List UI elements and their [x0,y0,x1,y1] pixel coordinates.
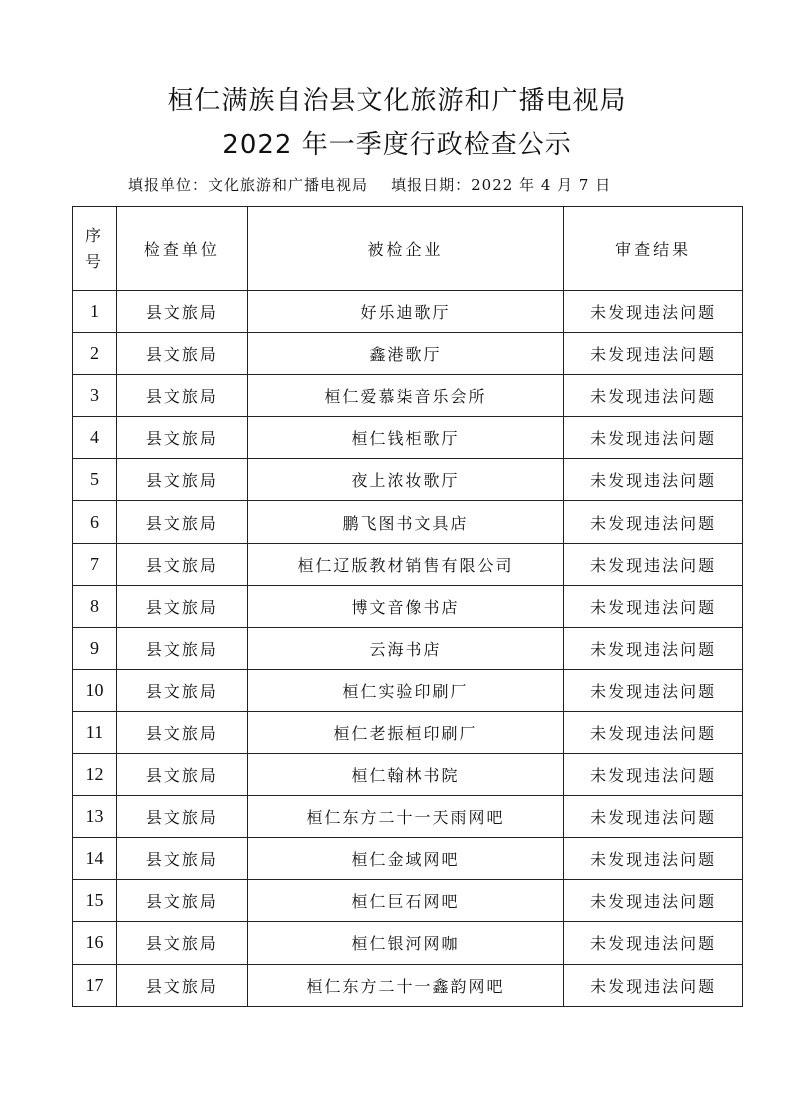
cell-company: 桓仁钱柜歌厅 [247,417,563,459]
document-subtitle: 2022 年一季度行政检查公示 [222,130,572,160]
table-row [73,838,743,880]
unit-label: 填报单位： [128,176,209,194]
cell-result: 未发现违法问题 [564,543,743,585]
table-row [73,880,743,922]
table-row [73,291,743,333]
cell-no: 1 [73,291,117,333]
cell-no: 6 [73,501,117,543]
cell-company: 夜上浓妆歌厅 [247,459,563,501]
cell-no: 15 [73,880,117,922]
cell-result: 未发现违法问题 [564,754,743,796]
header-seq [73,207,117,291]
cell-unit: 县文旅局 [116,543,247,585]
cell-no: 7 [73,543,117,585]
cell-result: 未发现违法问题 [564,880,743,922]
cell-no: 16 [73,922,117,964]
cell-company: 好乐迪歌厅 [247,291,563,333]
date-label: 填报日期： [391,176,472,194]
cell-no: 3 [73,375,117,417]
cell-company: 桓仁翰林书院 [247,754,563,796]
cell-unit: 县文旅局 [116,501,247,543]
header-company: 被检企业 [247,207,563,291]
table-row [73,333,743,375]
cell-company: 桓仁辽版教材销售有限公司 [247,543,563,585]
header-seq-bottom: 号 [84,251,104,271]
table-row [73,543,743,585]
header-unit: 检查单位 [116,207,247,291]
table-row [73,754,743,796]
cell-no: 11 [73,711,117,753]
cell-result: 未发现违法问题 [564,711,743,753]
cell-unit: 县文旅局 [116,669,247,711]
cell-company: 鑫港歌厅 [247,333,563,375]
table-row [73,417,743,459]
cell-company: 鹏飞图书文具店 [247,501,563,543]
cell-result: 未发现违法问题 [564,669,743,711]
cell-no: 8 [73,585,117,627]
cell-result: 未发现违法问题 [564,922,743,964]
cell-unit: 县文旅局 [116,333,247,375]
table-row [73,585,743,627]
cell-result: 未发现违法问题 [564,291,743,333]
cell-no: 5 [73,459,117,501]
cell-result: 未发现违法问题 [564,333,743,375]
header-result: 审查结果 [564,207,743,291]
table-row [73,796,743,838]
cell-company: 桓仁金域网吧 [247,838,563,880]
table-row [73,501,743,543]
cell-no: 4 [73,417,117,459]
cell-unit: 县文旅局 [116,922,247,964]
table-row [73,964,743,1006]
cell-no: 12 [73,754,117,796]
cell-unit: 县文旅局 [116,627,247,669]
cell-company: 桓仁实验印刷厂 [247,669,563,711]
cell-company: 桓仁老振桓印刷厂 [247,711,563,753]
cell-unit: 县文旅局 [116,754,247,796]
cell-company: 桓仁银河网咖 [247,922,563,964]
cell-result: 未发现违法问题 [564,375,743,417]
cell-result: 未发现违法问题 [564,417,743,459]
cell-unit: 县文旅局 [116,459,247,501]
table-row [73,711,743,753]
cell-unit: 县文旅局 [116,585,247,627]
cell-no: 13 [73,796,117,838]
cell-unit: 县文旅局 [116,796,247,838]
cell-no: 17 [73,964,117,1006]
cell-result: 未发现违法问题 [564,459,743,501]
cell-unit: 县文旅局 [116,375,247,417]
cell-no: 9 [73,627,117,669]
cell-company: 桓仁爱慕柒音乐会所 [247,375,563,417]
cell-result: 未发现违法问题 [564,585,743,627]
unit-value: 文化旅游和广播电视局 [208,176,369,194]
cell-no: 2 [73,333,117,375]
cell-result: 未发现违法问题 [564,796,743,838]
cell-result: 未发现违法问题 [564,627,743,669]
cell-company: 博文音像书店 [247,585,563,627]
cell-company: 桓仁东方二十一天雨网吧 [247,796,563,838]
cell-unit: 县文旅局 [116,880,247,922]
cell-company: 桓仁东方二十一鑫韵网吧 [247,964,563,1006]
report-meta [128,174,611,195]
cell-unit: 县文旅局 [116,417,247,459]
table-row [73,627,743,669]
cell-no: 14 [73,838,117,880]
header-seq-top: 序 [84,225,104,245]
cell-unit: 县文旅局 [116,964,247,1006]
cell-company: 云海书店 [247,627,563,669]
cell-unit: 县文旅局 [116,291,247,333]
header-row [73,207,743,291]
cell-result: 未发现违法问题 [564,501,743,543]
inspection-table [72,206,743,1007]
table-row [73,459,743,501]
cell-result: 未发现违法问题 [564,838,743,880]
date-value: 2022 年 4 月 7 日 [471,176,612,194]
cell-unit: 县文旅局 [116,838,247,880]
cell-unit: 县文旅局 [116,711,247,753]
table-row [73,669,743,711]
table-row [73,375,743,417]
table-row [73,922,743,964]
cell-no: 10 [73,669,117,711]
cell-company: 桓仁巨石网吧 [247,880,563,922]
document-title: 桓仁满族自治县文化旅游和广播电视局 [167,86,627,116]
cell-result: 未发现违法问题 [564,964,743,1006]
